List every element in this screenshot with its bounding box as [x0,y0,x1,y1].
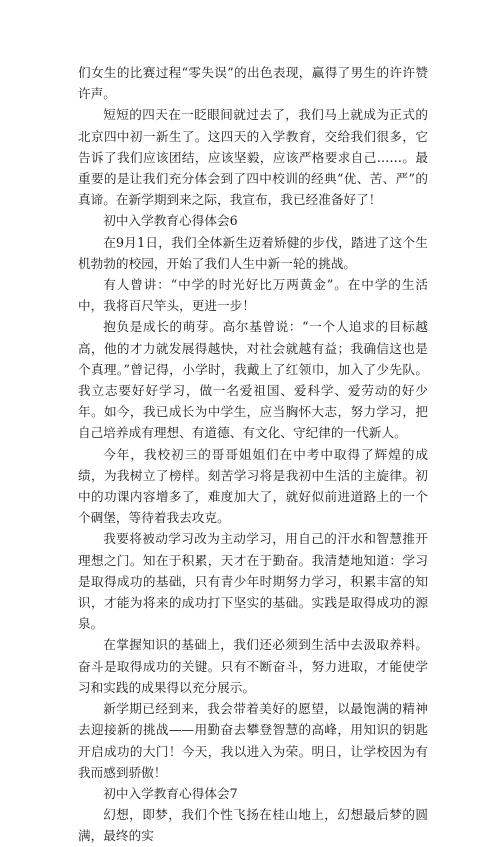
paragraph: 我要将被动学习改为主动学习，用自己的汗水和智慧推开理想之门。知在于积累，天才在于勤奋。我清楚地知道：学习是取得成功的基础，只有青少年时期努力学习，积累丰富的知识，才能为将来的成功打下坚实的基础。实践是取得成功的源泉。 [78,531,428,632]
section-heading: 初中入学教育心得体会6 [103,213,238,229]
paragraph: 今年，我校初三的哥哥姐姐们在中考中取得了辉煌的成绩，为我树立了榜样。刻苦学习将是我初中生活的主旋律。初中的功课内容增多了，难度加大了，就好似前进道路上的一个个碉堡，等待着我去攻克。 [78,446,428,526]
paragraph: 幻想，即梦，我们个性飞扬在桂山地上，幻想最后梦的圆满，最终的实 [78,807,428,844]
paragraph: 在掌握知识的基础上，我们还必须到生活中去汲取养料。奋斗是取得成功的关键。只有不断奋斗，努力进取，才能使学习和实践的成果得以充分展示。 [78,637,428,695]
paragraph: 有人曾讲：“中学的时光好比万两黄金”。在中学的生活中，我将百尺竿头，更进一步！ [78,277,428,314]
paragraph: 新学期已经到来，我会带着美好的愿望，以最饱满的精神去迎接新的挑战——用勤奋去攀登智慧的高峰，用知识的钥匙开启成功的大门！今天，我以进入为荣。明日，让学校因为有我而感到骄傲！ [78,701,428,780]
paragraph: 在9月1日，我们全体新生迈着矫健的步伐，踏进了这个生机勃勃的校园，开始了我们人生中新一轮的挑战。 [78,234,428,271]
document-body [78,62,428,847]
paragraph: 短短的四天在一眨眼间就过去了，我们马上就成为正式的北京四中初一新生了。这四天的入学教育，交给我们很多，它告诉了我们应该团结，应该坚毅，应该严格要求自己……。最重要的是让我们充分体会到了四中校训的经典“优、苦、严”的真谛。在新学期到来之际，我宣布，我已经准备好了！ [78,107,428,208]
paragraph: 抱负是成长的萌芽。高尔基曾说：“一个人追求的目标越高，他的才力就发展得越快，对社会就越有益；我确信这也是个真理。”曾记得，小学时，我戴上了红领巾，加入了少先队。我立志要好好学习，做一名爱祖国、爱科学、爱劳动的好少年。如今，我已成长为中学生，应当胸怀大志，努力学习，把自己培养成有理想、有道德、有文化、守纪律的一代新人。 [78,319,428,441]
section-heading: 初中入学教育心得体会7 [103,785,238,801]
paragraph: 们女生的比赛过程“零失误”的出色表现，赢得了男生的许许赞许声。 [78,65,428,102]
